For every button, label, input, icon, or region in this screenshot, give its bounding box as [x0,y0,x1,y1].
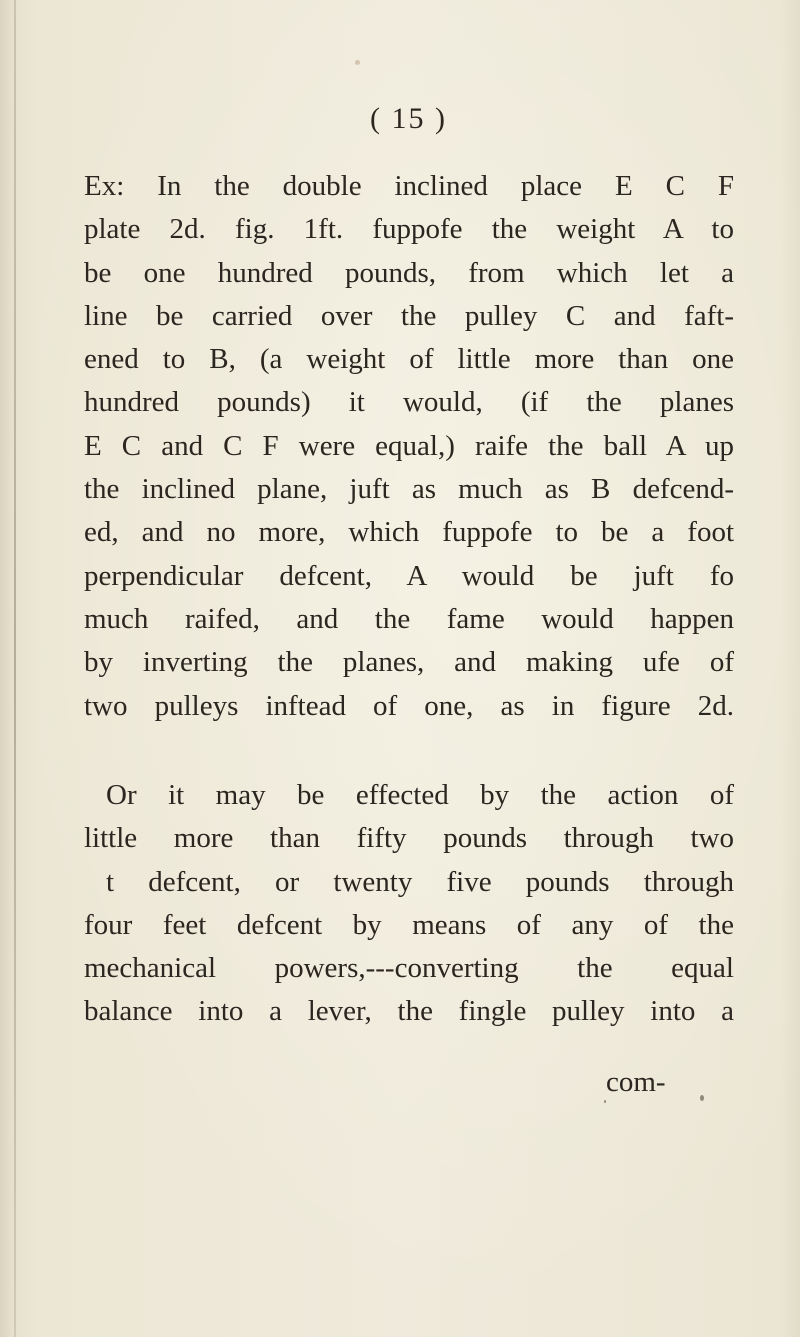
text-line: ened to B, (a weight of little more than one [84,343,734,376]
ink-speck [700,1095,704,1101]
text-line: the inclined plane, juft as much as B defcend- [84,473,734,506]
text-line: by inverting the planes, and making ufe of [84,646,734,679]
text-line: line be carried over the pulley C and faft- [84,299,734,332]
text-line: t defcent, or twenty five pounds through [106,865,734,898]
text-line: be one hundred pounds, from which let a [84,256,734,289]
paragraph-1 [84,165,734,728]
ink-speck [355,60,360,65]
text-line: balance into a lever, the fingle pulley into a [84,995,734,1028]
text-line: plate 2d. fig. 1ft. fuppofe the weight A to [84,213,734,246]
text-line: mechanical powers,---converting the equal [84,952,734,985]
text-line: perpendicular defcent, A would be juft fo [84,559,734,592]
text-line: two pulleys inftead of one, as in figure 2d. [84,689,734,722]
text-line: hundred pounds) it would, (if the planes [84,386,734,419]
ink-speck [604,1100,606,1103]
catchword: com- [606,1066,666,1098]
text-line: four feet defcent by means of any of the [84,908,734,941]
text-line: E C and C F were equal,) raife the ball A up [84,429,734,462]
page-gutter [14,0,16,1337]
text-line: little more than fifty pounds through two [84,822,734,855]
text-line: much raifed, and the fame would happen [84,602,734,635]
page-number: ( 15 ) [370,102,447,135]
text-line: ed, and no more, which fuppofe to be a foot [84,516,734,549]
text-line: Ex: In the double inclined place E C F [84,170,734,202]
paragraph-2 [84,774,734,1034]
text-line: Or it may be effected by the action of [106,779,734,811]
